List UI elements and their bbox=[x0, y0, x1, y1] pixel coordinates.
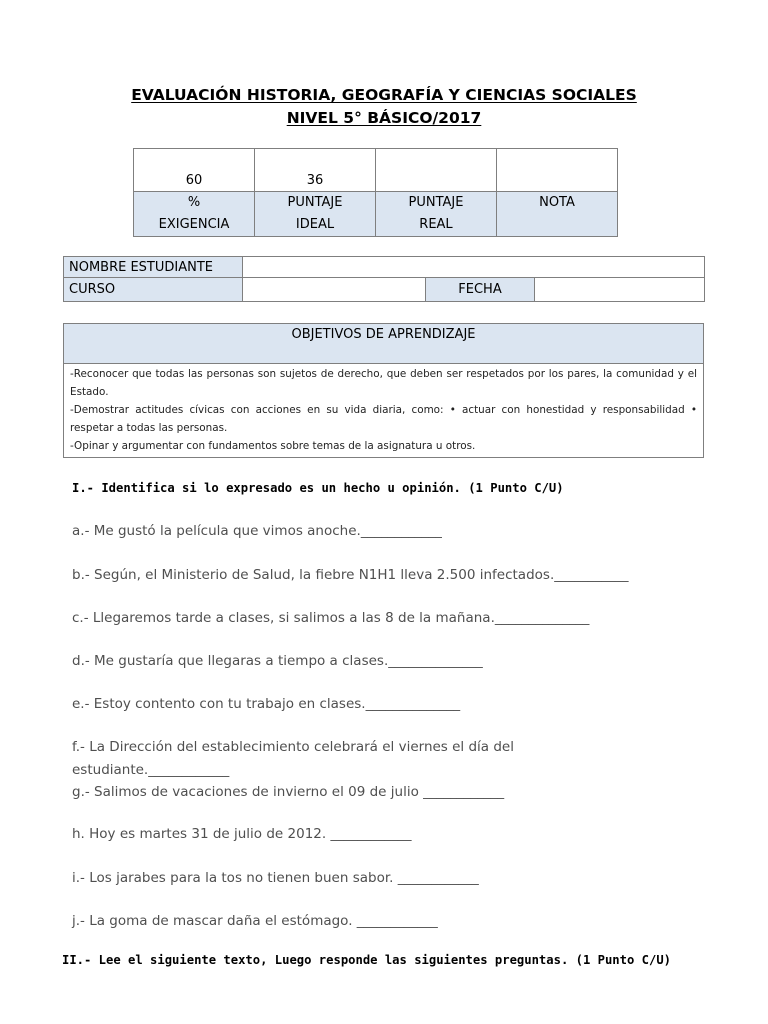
puntaje-ideal-label-line-2: IDEAL bbox=[295, 217, 335, 232]
section-1-heading: I.- Identifica si lo expresado es un hecho u opinión. (1 Punto C/U) bbox=[72, 481, 564, 495]
objective-item: -Opinar y argumentar con fundamentos sobre temas de la asignatura u otros. bbox=[70, 440, 476, 452]
score-table bbox=[133, 148, 618, 237]
puntaje-ideal-value: 36 bbox=[255, 149, 376, 192]
student-name-label: NOMBRE ESTUDIANTE bbox=[64, 257, 243, 278]
objectives-title: OBJETIVOS DE APRENDIZAJE bbox=[64, 324, 704, 364]
section-2-heading: II.- Lee el siguiente texto, Luego responde las siguientes preguntas. (1 Punto C/U) bbox=[62, 953, 672, 967]
puntaje-real-label-line-2: REAL bbox=[419, 217, 453, 232]
date-field[interactable] bbox=[535, 278, 705, 302]
question-j[interactable]: j.- La goma de mascar daña el estómago. ____________ bbox=[72, 913, 438, 929]
question-c[interactable]: c.- Llegaremos tarde a clases, si salimos a las 8 de la mañana.______________ bbox=[72, 610, 590, 626]
course-field[interactable] bbox=[243, 278, 426, 302]
nota-label-line-1: NOTA bbox=[539, 195, 575, 210]
objectives-header-row bbox=[64, 324, 704, 364]
exigencia-value: 60 bbox=[134, 149, 255, 192]
course-date-row bbox=[64, 278, 705, 302]
score-labels-row bbox=[134, 192, 618, 237]
puntaje-real-label-line-1: PUNTAJE bbox=[408, 195, 464, 210]
exigencia-label bbox=[134, 192, 255, 237]
puntaje-ideal-label-line-1: PUNTAJE bbox=[287, 195, 343, 210]
score-values-row bbox=[134, 149, 618, 192]
question-a[interactable]: a.- Me gustó la película que vimos anoche.____________ bbox=[72, 523, 442, 539]
title-line-2: NIVEL 5° BÁSICO/2017 bbox=[286, 109, 482, 127]
question-g[interactable]: g.- Salimos de vacaciones de invierno el 09 de julio ____________ bbox=[72, 784, 505, 800]
learning-objectives-table bbox=[63, 323, 704, 458]
question-b[interactable]: b.- Según, el Ministerio de Salud, la fiebre N1H1 lleva 2.500 infectados.___________ bbox=[72, 567, 629, 583]
objectives-body bbox=[64, 364, 704, 458]
student-name-field[interactable] bbox=[243, 257, 705, 278]
student-name-row bbox=[64, 257, 705, 278]
question-h[interactable]: h. Hoy es martes 31 de julio de 2012. ____________ bbox=[72, 826, 412, 842]
question-d[interactable]: d.- Me gustaría que llegaras a tiempo a clases.______________ bbox=[72, 653, 483, 669]
nota-label bbox=[497, 192, 618, 237]
student-info-table bbox=[63, 256, 705, 302]
question-e[interactable]: e.- Estoy contento con tu trabajo en clases.______________ bbox=[72, 696, 461, 712]
exigencia-label-line-1: % bbox=[187, 195, 201, 210]
exigencia-label-line-2: EXIGENCIA bbox=[158, 217, 230, 232]
nota-value[interactable] bbox=[497, 149, 618, 192]
objective-item: -Reconocer que todas las personas son sujetos de derecho, que deben ser respetados por los pares, la comunidad y el Estado. bbox=[70, 368, 697, 398]
question-f[interactable]: f.- La Dirección del establecimiento celebrará el viernes el día del estudiante.____________ bbox=[72, 739, 514, 778]
puntaje-real-label bbox=[376, 192, 497, 237]
course-label: CURSO bbox=[64, 278, 243, 302]
date-label: FECHA bbox=[426, 278, 535, 302]
objectives-body-row bbox=[64, 364, 704, 458]
title-line-1: EVALUACIÓN HISTORIA, GEOGRAFÍA Y CIENCIAS SOCIALES bbox=[131, 86, 637, 104]
objective-item: -Demostrar actitudes cívicas con acciones en su vida diaria, como: • actuar con honestidad y responsabilidad • respetar a todas las personas. bbox=[70, 404, 697, 434]
puntaje-real-value[interactable] bbox=[376, 149, 497, 192]
puntaje-ideal-label bbox=[255, 192, 376, 237]
question-i[interactable]: i.- Los jarabes para la tos no tienen buen sabor. ____________ bbox=[72, 870, 479, 886]
